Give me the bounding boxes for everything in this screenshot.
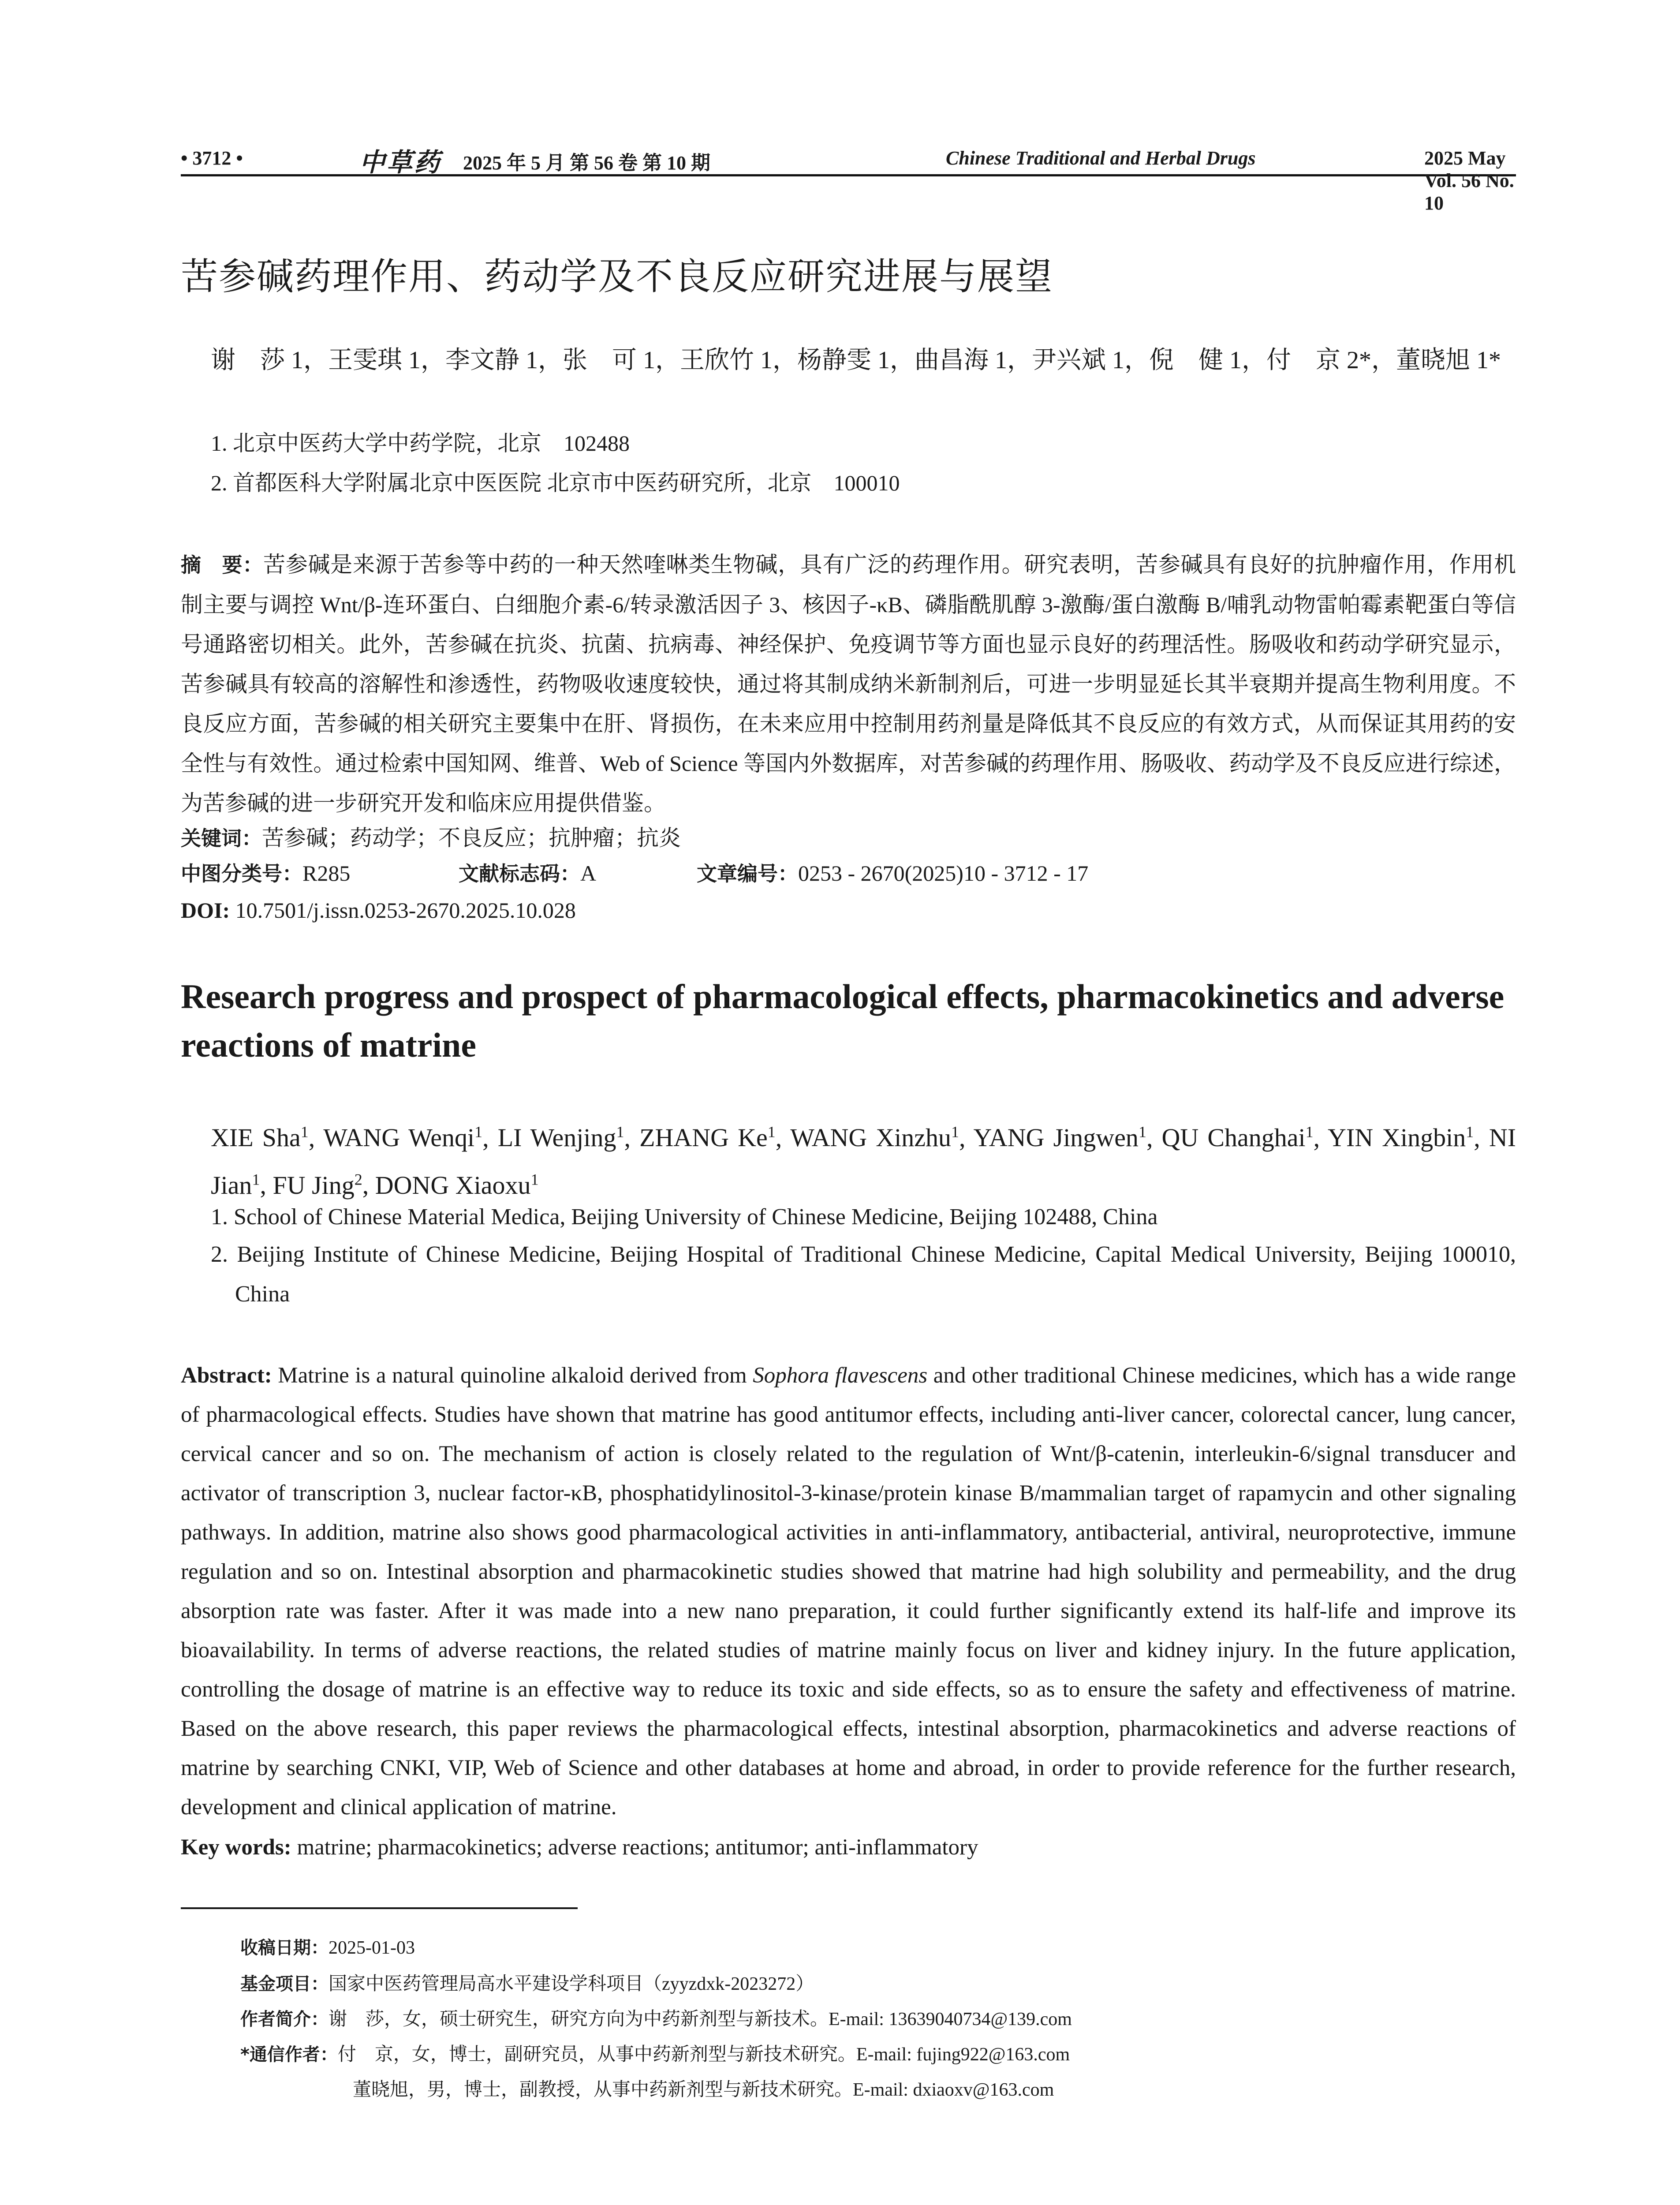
author-en	[1328, 1123, 1474, 1152]
article-value: 0253 - 2670(2025)10 - 3712 - 17	[798, 861, 1089, 886]
author-en-affiliation: 1	[474, 1123, 483, 1141]
article-number	[697, 858, 1088, 887]
author-en-name: WANG Xinzhu	[790, 1123, 952, 1152]
species-name: Sophora flavescens	[753, 1363, 928, 1388]
running-header	[181, 143, 1516, 214]
keywords-en-text: matrine; pharmacokinetics; adverse reactions; antitumor; anti-inflammatory	[297, 1835, 978, 1860]
bio-label: 作者简介：	[240, 2009, 329, 2029]
author-en-affiliation: 2	[354, 1170, 362, 1188]
received-label: 收稿日期：	[240, 1938, 329, 1958]
author-en-name: YANG Jingwen	[973, 1123, 1139, 1152]
received-value: 2025-01-03	[329, 1938, 415, 1958]
author-en-affiliation: 1	[530, 1170, 539, 1188]
author-en	[273, 1171, 362, 1200]
author-en	[1162, 1123, 1314, 1152]
author-en-affiliation: 1	[252, 1170, 260, 1188]
title-cn: 苦参碱药理作用、药动学及不良反应研究进展与展望	[181, 255, 1053, 298]
abstract-en-label: Abstract:	[181, 1363, 272, 1388]
keywords-cn-label: 关键词：	[181, 826, 262, 850]
fund-label: 基金项目：	[240, 1974, 329, 1994]
doc-label: 文献标志码：	[459, 862, 580, 886]
footnote-fund	[240, 1969, 814, 1996]
author-en-name: ZHANG Ke	[639, 1123, 768, 1152]
author-en	[323, 1123, 482, 1152]
author-en	[790, 1123, 959, 1152]
corr-value-1: 付 京，女，博士，副研究员，从事中药新剂型与新技术研究。E-mail: fujing922@163.com	[337, 2044, 1070, 2065]
doc-code	[459, 858, 596, 887]
abstract-cn	[181, 545, 1516, 823]
author-en-name: WANG Wenqi	[323, 1123, 475, 1152]
corr-label: *通信作者：	[240, 2044, 338, 2065]
affiliation-cn-1: 1. 北京中医药大学中药学院，北京 102488	[211, 431, 630, 456]
keywords-en-label: Key words:	[181, 1835, 291, 1860]
author-en-affiliation: 1	[1305, 1123, 1314, 1141]
keywords-cn-text: 苦参碱；药动学；不良反应；抗肿瘤；抗炎	[262, 826, 681, 850]
footnote-corresponding	[240, 2040, 1070, 2066]
abstract-en	[181, 1356, 1516, 1827]
article-label: 文章编号：	[697, 862, 798, 886]
footnote-received	[240, 1934, 415, 1959]
clc-value: R285	[302, 861, 351, 886]
issue-cn: 2025 年 5 月 第 56 卷 第 10 期	[463, 152, 710, 174]
author-en-name: NI Jian	[211, 1123, 1516, 1200]
footnote-divider	[181, 1907, 578, 1909]
doi-label: DOI:	[181, 898, 230, 923]
abstract-cn-text: 苦参碱是来源于苦参等中药的一种天然喹啉类生物碱，具有广泛的药理作用。研究表明，苦参碱具有良好的抗肿瘤作用，作用机制主要与调控 Wnt/β-连环蛋白、白细胞介素-6/转录激活因子 3、核因子-κB、磷脂酰肌醇 3-激酶/蛋白激酶 B/哺乳动物雷帕霉素靶蛋白等信号通路密切相关。此外，苦参碱在抗炎、抗菌、抗病毒、神经保护、免疫调节等方面也显示良好的药理活性。肠吸收和药动学研究显示，苦参碱具有较高的溶解性和渗透性，药物吸收速度较快，通过将其制成纳米新制剂后，可进一步明显延长其半衰期并提高生物利用度。不良反应方面，苦参碱的相关研究主要集中在肝、肾损伤，在未来应用中控制用药剂量是降低其不良反应的有效方式，从而保证其用药的安全性与有效性。通过检索中国知网、维普、Web of Science 等国内外数据库，对苦参碱的药理作用、肠吸收、药动学及不良反应进行综述，为苦参碱的进一步研究开发和临床应用提供借鉴。	[181, 552, 1516, 815]
author-en	[211, 1123, 309, 1152]
abstract-cn-label: 摘 要：	[181, 553, 263, 577]
affiliation-en-2: 2. Beijing Institute of Chinese Medicine, Beijing Hospital of Traditional Chinese Medicine, Capital Medical University, Beijing 100010, China	[211, 1242, 1516, 1307]
keywords-en	[181, 1835, 978, 1860]
author-en	[639, 1123, 776, 1152]
fund-value: 国家中医药管理局高水平建设学科项目（zyyzdxk-2023272）	[329, 1974, 814, 1994]
author-en-affiliation: 1	[1466, 1123, 1474, 1141]
author-en-affiliation: 1	[767, 1123, 776, 1141]
volume-en: 2025 May Vol. 56 No. 10	[1424, 147, 1514, 214]
author-en	[498, 1123, 624, 1152]
journal-name-en: Chinese Traditional and Herbal Drugs	[946, 147, 1256, 169]
clc-label: 中图分类号：	[181, 862, 302, 886]
author-en-affiliation: 1	[616, 1123, 624, 1141]
author-en-affiliation: 1	[1138, 1123, 1146, 1141]
author-en-affiliation: 1	[300, 1123, 309, 1141]
doi-link[interactable]: 10.7501/j.issn.0253-2670.2025.10.028	[235, 898, 576, 923]
clc-code	[181, 858, 350, 887]
author-en-name: LI Wenjing	[497, 1123, 616, 1152]
footnote-author-bio	[240, 2004, 1072, 2031]
author-en-name: FU Jing	[273, 1170, 355, 1200]
affiliation-cn-2: 2. 首都医科大学附属北京中医医院 北京市中医药研究所，北京 100010	[211, 471, 900, 495]
doc-value: A	[580, 861, 597, 886]
authors-cn: 谢 莎 1，王雯琪 1，李文静 1，张 可 1，王欣竹 1，杨静雯 1，曲昌海 1，尹兴斌 1，倪 健 1，付 京 2*，董晓旭 1*	[211, 347, 1501, 374]
authors-en: XIE Sha$^1$, WANG Wenqi$^1$, LI Wenjing$^1$, ZHANG Ke$^1$, WANG Xinzhu$^1$, YANG Jingwen$^1$, QU Changhai$^1$, YIN Xingbin$^1$, NI Jian$^1$, FU Jing$^2$, DONG Xiaoxu$^1$	[211, 1123, 1516, 1200]
keywords-cn	[181, 820, 681, 852]
author-en-name: YIN Xingbin	[1328, 1123, 1466, 1152]
author-en	[375, 1171, 539, 1200]
page-number: • 3712 •	[181, 147, 243, 169]
bio-value: 谢 莎，女，硕士研究生，研究方向为中药新剂型与新技术。E-mail: 13639040734@139.com	[329, 2009, 1072, 2029]
footnote-corresponding-2: 董晓旭，男，博士，副教授，从事中药新剂型与新技术研究。E-mail: dxiaoxv@163.com	[353, 2080, 1054, 2100]
author-en	[973, 1123, 1146, 1152]
abstract-en-text-1: Matrine is a natural quinoline alkaloid derived from	[278, 1363, 747, 1388]
journal-brand: 中草药	[359, 148, 442, 177]
abstract-en-text-2: and other traditional Chinese medicines, which has a wide range of pharmacological effects. Studies have shown that matrine has good antitumor effects, including anti-liver cancer, colorectal cancer, lung cancer, cervical cancer and so on. The mechanism of action is closely related to the regulation of Wnt/β-catenin, interleukin-6/signal transducer and activator of transcription 3, nuclear factor-κB, phosphatidylinositol-3-kinase/protein kinase B/mammalian target of rapamycin and other signaling pathways. In addition, matrine also shows good pharmacological activities in anti-inflammatory, antibacterial, antiviral, neuroprotective, immune regulation and so on. Intestinal absorption and pharmacokinetic studies showed that matrine had high solubility and permeability, and the drug absorption rate was faster. After it was made into a new nano preparation, it could further significantly extend its half-life and improve its bioavailability. In terms of adverse reactions, the related studies of matrine mainly focus on liver and kidney injury. In the future application, controlling the dosage of matrine is an effective way to reduce its toxic and side effects, so as to ensure the safety and effectiveness of matrine. Based on the above research, this paper reviews the pharmacological effects, intestinal absorption, pharmacokinetics and adverse reactions of matrine by searching CNKI, VIP, Web of Science and other databases at home and abroad, in order to provide reference for the further research, development and clinical application of matrine.	[181, 1363, 1516, 1820]
doi	[181, 897, 576, 923]
author-en-name: QU Changhai	[1161, 1123, 1306, 1152]
affiliation-en-1: 1. School of Chinese Material Medica, Beijing University of Chinese Medicine, Beijing 102488, China	[211, 1204, 1158, 1230]
author-en-name: XIE Sha	[211, 1123, 301, 1152]
author-en-name: DONG Xiaoxu	[375, 1170, 531, 1200]
author-en-affiliation: 1	[951, 1123, 959, 1141]
title-en: Research progress and prospect of pharmacological effects, pharmacokinetics and adverse reactions of matrine	[181, 977, 1505, 1064]
